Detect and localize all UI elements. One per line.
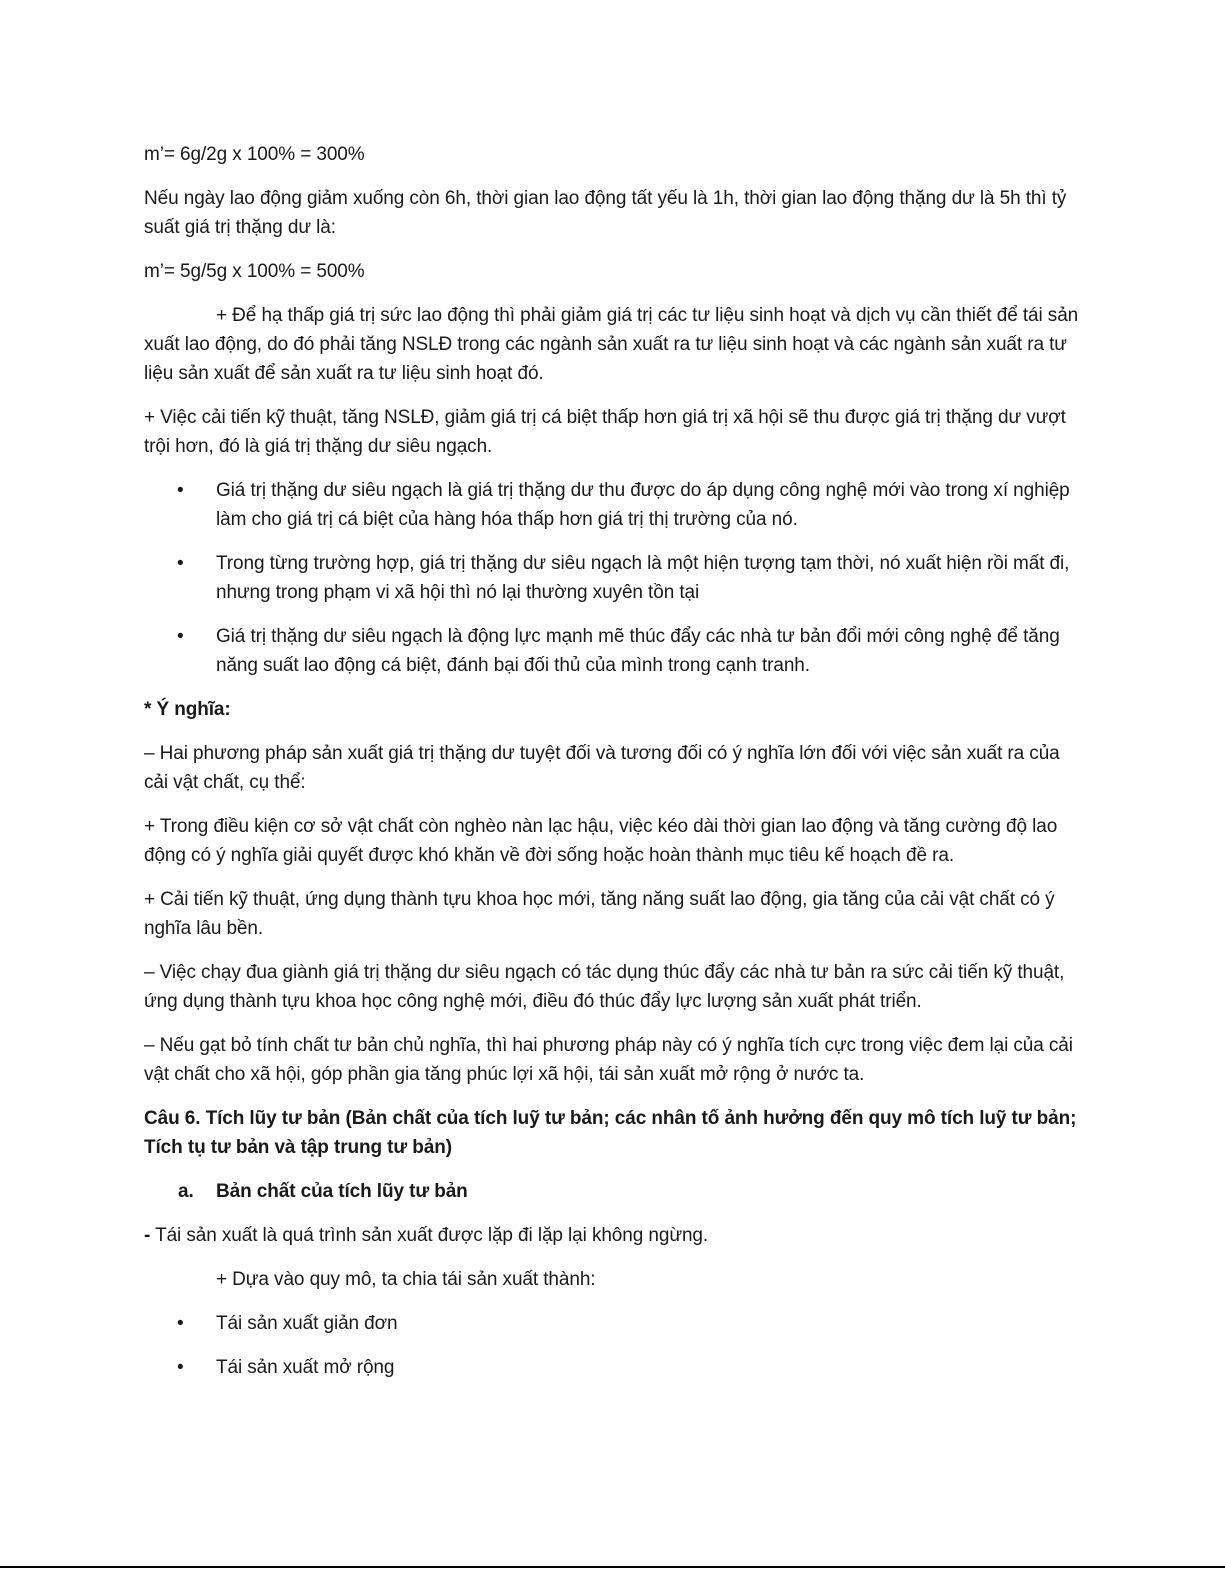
paragraph-technical-improvement: + Việc cải tiến kỹ thuật, tăng NSLĐ, giảm giá trị cá biệt thấp hơn giá trị xã hội sẽ thu được giá trị thặng dư vượt trội hơn, đó là giá trị thặng dư siêu ngạch. — [144, 407, 1066, 457]
bullet-list-excess-surplus — [144, 476, 1079, 680]
list-item — [144, 549, 1079, 607]
paragraph-poor-conditions: + Trong điều kiện cơ sở vật chất còn nghèo nàn lạc hậu, việc kéo dài thời gian lao động và tăng cường độ lao động có ý nghĩa giải quyết được khó khăn về đời sống hoặc hoàn thành mục tiêu kế hoạch đề ra. — [144, 816, 1058, 866]
list-item-text: Tái sản xuất giản đơn — [216, 1313, 398, 1334]
bullet-icon: • — [177, 626, 184, 647]
list-item-text: Giá trị thặng dư siêu ngạch là động lực mạnh mẽ thúc đẩy các nhà tư bản đổi mới công nghệ để tăng năng suất lao động cá biệt, đánh bại đối thủ của mình trong cạnh tranh. — [216, 626, 1060, 676]
paragraph-two-methods: – Hai phương pháp sản xuất giá trị thặng dư tuyệt đối và tương đối có ý nghĩa lớn đối với việc sản xuất ra của cải vật chất, cụ thể: — [144, 743, 1060, 793]
paragraph-innovation: + Cải tiến kỹ thuật, ứng dụng thành tựu khoa học mới, tăng năng suất lao động, gia tăng của cải vật chất có ý nghĩa lâu bền. — [144, 889, 1055, 939]
dash-marker: - — [144, 1225, 151, 1246]
bullet-list-reproduction-types — [144, 1309, 1079, 1382]
paragraph-race-excess-surplus: – Việc chạy đua giành giá trị thặng dư siêu ngạch có tác dụng thúc đẩy các nhà tư bản ra sức cải tiến kỹ thuật, ứng dụng thành tựu khoa học công nghệ mới, điều đó thúc đẩy lực lượng sản xuất phát triển. — [144, 962, 1065, 1012]
paragraph-reproduction-definition — [144, 1221, 1079, 1250]
paragraph-scale-classification: + Dựa vào quy mô, ta chia tái sản xuất thành: — [216, 1269, 596, 1290]
paragraph-workday-6h: Nếu ngày lao động giảm xuống còn 6h, thời gian lao động tất yếu là 1h, thời gian lao động thặng dư là 5h thì tỷ suất giá trị thặng dư là: — [144, 188, 1067, 238]
heading-meaning: * Ý nghĩa: — [144, 699, 231, 720]
bullet-icon: • — [177, 480, 184, 501]
document-body — [144, 140, 1079, 1397]
formula-300: m’= 6g/2g x 100% = 300% — [144, 144, 365, 165]
page-bottom-border — [0, 1566, 1225, 1568]
list-letter: a. — [178, 1181, 194, 1202]
list-item — [144, 1353, 1079, 1382]
subheading-text: Bản chất của tích lũy tư bản — [216, 1181, 468, 1202]
bullet-icon: • — [177, 1313, 184, 1334]
bullet-icon: • — [177, 1357, 184, 1378]
bullet-icon: • — [177, 553, 184, 574]
paragraph-text: Tái sản xuất là quá trình sản xuất được lặp đi lặp lại không ngừng. — [150, 1225, 709, 1246]
list-item — [144, 622, 1079, 680]
list-item-text: Trong từng trường hợp, giá trị thặng dư siêu ngạch là một hiện tượng tạm thời, nó xuất hiện rồi mất đi, nhưng trong phạm vi xã hội thì nó lại thường xuyên tồn tại — [216, 553, 1070, 603]
list-item-text: Giá trị thặng dư siêu ngạch là giá trị thặng dư thu được do áp dụng công nghệ mới vào trong xí nghiệp làm cho giá trị cá biệt của hàng hóa thấp hơn giá trị thị trường của nó. — [216, 480, 1070, 530]
formula-500: m’= 5g/5g x 100% = 500% — [144, 261, 365, 282]
list-item — [144, 1309, 1079, 1338]
heading-question-6: Câu 6. Tích lũy tư bản (Bản chất của tích luỹ tư bản; các nhân tố ảnh hưởng đến quy mô tích luỹ tư bản; Tích tụ tư bản và tập trung tư bản) — [144, 1108, 1077, 1158]
list-item-text: Tái sản xuất mở rộng — [216, 1357, 395, 1378]
list-item — [144, 476, 1079, 534]
subheading-nature-of-accumulation — [144, 1177, 1079, 1206]
paragraph-lower-labor-value: + Để hạ thấp giá trị sức lao động thì phải giảm giá trị các tư liệu sinh hoạt và dịch vụ cần thiết để tái sản xuất lao động, do đó phải tăng NSLĐ trong các ngành sản xuất ra tư liệu sinh hoạt và các ngành sản xuất ra tư liệu sản xuất để sản xuất ra tư liệu sinh hoạt đó. — [144, 305, 1079, 384]
paragraph-remove-capitalist-nature: – Nếu gạt bỏ tính chất tư bản chủ nghĩa, thì hai phương pháp này có ý nghĩa tích cực trong việc đem lại của cải vật chất cho xã hội, góp phần gia tăng phúc lợi xã hội, tái sản xuất mở rộng ở nước ta. — [144, 1035, 1073, 1085]
